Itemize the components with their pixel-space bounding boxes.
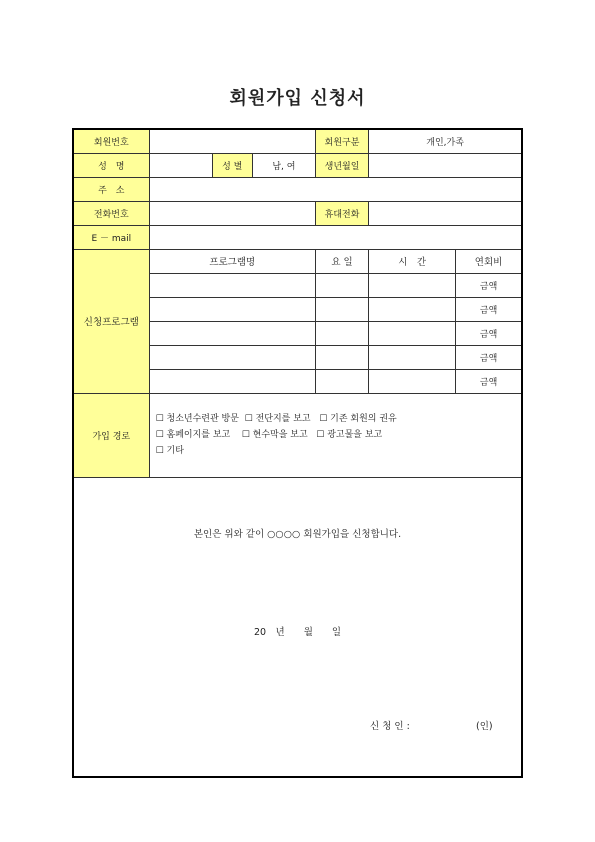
membership-form-table — [72, 128, 523, 778]
email-field[interactable] — [149, 225, 522, 249]
program-time-cell[interactable] — [369, 297, 456, 321]
program-fee-cell[interactable]: 금액 — [456, 345, 522, 369]
route-option-center-visit[interactable]: ☐ 청소년수련관 방문 — [155, 414, 239, 424]
seal-mark: (인) — [476, 720, 493, 732]
program-time-cell[interactable] — [369, 273, 456, 297]
birthdate-label: 생년월일 — [315, 153, 368, 177]
statement-date[interactable]: 20 년 월 일 — [253, 626, 342, 638]
member-type-label: 회원구분 — [315, 129, 368, 153]
member-no-field[interactable] — [149, 129, 315, 153]
address-label: 주 소 — [73, 177, 149, 201]
program-name-cell[interactable] — [149, 321, 315, 345]
program-time-cell[interactable] — [369, 345, 456, 369]
mobile-field[interactable] — [369, 201, 522, 225]
program-name-header: 프로그램명 — [149, 249, 315, 273]
program-name-cell[interactable] — [149, 345, 315, 369]
program-section-label: 신청프로그램 — [73, 249, 149, 393]
statement-text: 본인은 위와 같이 ○○○○ 회원가입을 신청합니다. — [193, 528, 402, 540]
program-fee-cell[interactable]: 금액 — [456, 369, 522, 393]
join-route-options — [149, 393, 522, 477]
birthdate-field[interactable] — [369, 153, 522, 177]
program-fee-cell[interactable]: 금액 — [456, 297, 522, 321]
route-option-advertisement[interactable]: ☐ 광고물을 보고 — [316, 430, 383, 440]
program-day-cell[interactable] — [315, 273, 368, 297]
route-option-flyer[interactable]: ☐ 전단지를 보고 — [244, 414, 311, 424]
route-option-homepage[interactable]: ☐ 홈페이지를 보고 — [155, 430, 231, 440]
program-fee-cell[interactable]: 금액 — [456, 273, 522, 297]
phone-field[interactable] — [149, 201, 315, 225]
route-option-referral[interactable]: ☐ 기존 회원의 권유 — [319, 414, 397, 424]
program-name-cell[interactable] — [149, 273, 315, 297]
member-type-field[interactable]: 개인,가족 — [369, 129, 522, 153]
form-title: 회원가입 신청서 — [229, 88, 366, 109]
program-time-cell[interactable] — [369, 369, 456, 393]
phone-label: 전화번호 — [73, 201, 149, 225]
program-day-cell[interactable] — [315, 321, 368, 345]
route-option-other[interactable]: ☐ 기타 — [155, 446, 184, 456]
program-name-cell[interactable] — [149, 369, 315, 393]
program-day-header: 요 일 — [315, 249, 368, 273]
join-route-label: 가입 경로 — [73, 393, 149, 477]
route-option-banner[interactable]: ☐ 현수막을 보고 — [241, 430, 308, 440]
name-label: 성 명 — [73, 153, 149, 177]
applicant-label: 신 청 인 : — [370, 720, 410, 732]
program-time-cell[interactable] — [369, 321, 456, 345]
program-day-cell[interactable] — [315, 345, 368, 369]
program-name-cell[interactable] — [149, 297, 315, 321]
gender-label: 성 별 — [212, 153, 252, 177]
gender-field[interactable]: 남, 여 — [252, 153, 315, 177]
program-fee-header: 연회비 — [456, 249, 522, 273]
address-field[interactable] — [149, 177, 522, 201]
member-no-label: 회원번호 — [73, 129, 149, 153]
name-field[interactable] — [149, 153, 212, 177]
program-day-cell[interactable] — [315, 369, 368, 393]
email-label: E － mail — [73, 225, 149, 249]
program-time-header: 시 간 — [369, 249, 456, 273]
program-day-cell[interactable] — [315, 297, 368, 321]
statement-area — [73, 477, 522, 777]
mobile-label: 휴대전화 — [315, 201, 368, 225]
program-fee-cell[interactable]: 금액 — [456, 321, 522, 345]
